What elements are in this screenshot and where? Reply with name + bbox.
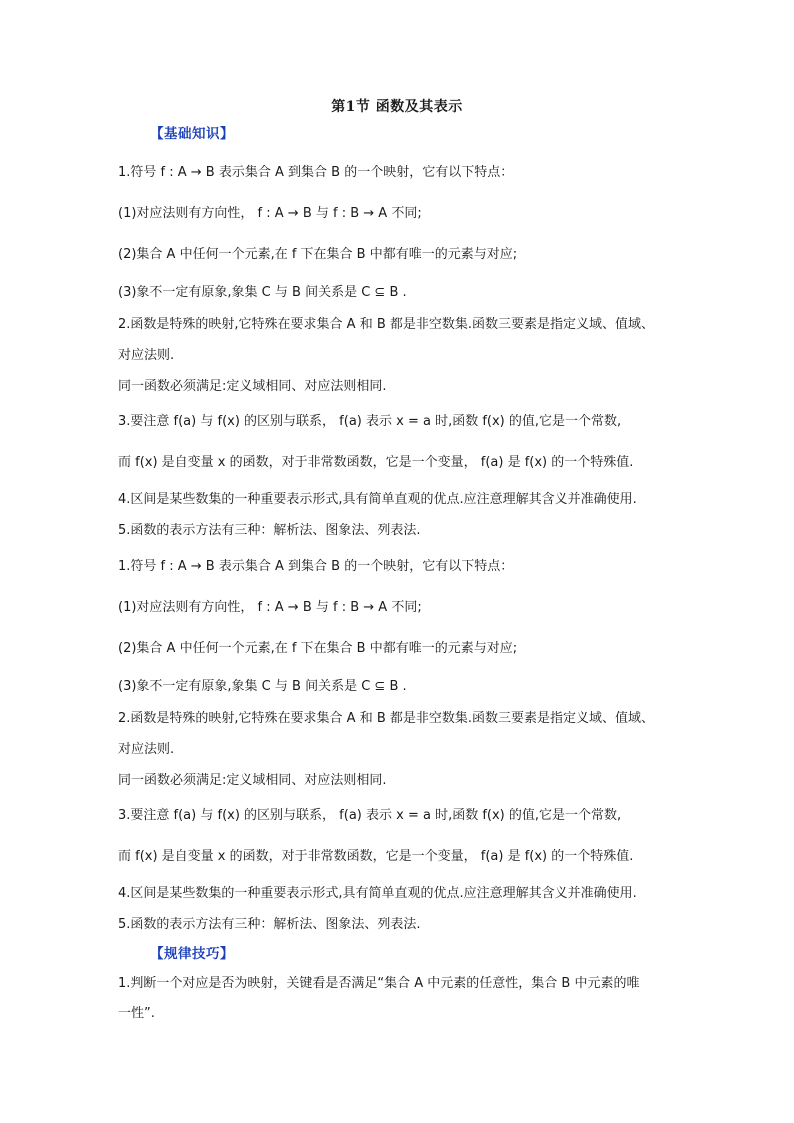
- text-line: 1.符号 f : A → B 表示集合 A 到集合 B 的一个映射，它有以下特点：: [118, 559, 514, 574]
- text-line: 3.要注意 f(a) 与 f(x) 的区别与联系， f(a) 表示 x = a 时,函数 f(x) 的值,它是一个常数,: [118, 414, 622, 429]
- page-title: 第1节 函数及其表示: [331, 99, 463, 115]
- text-line: 2.函数是特殊的映射,它特殊在要求集合 A 和 B 都是非空数集.函数三要素是指定义域、值域、: [118, 711, 655, 726]
- text-line: (3)象不一定有原象,象集 C 与 B 间关系是 C ⊆ B .: [118, 285, 407, 300]
- text-line: 5.函数的表示方法有三种：解析法、图象法、列表法.: [118, 523, 421, 538]
- text-line: 对应法则.: [118, 742, 175, 757]
- text-line: 1.符号 f : A → B 表示集合 A 到集合 B 的一个映射，它有以下特点：: [118, 165, 514, 180]
- text-line: 同一函数必须满足:定义域相同、对应法则相同.: [118, 773, 387, 788]
- text-line: (1)对应法则有方向性， f : A → B 与 f : B → A 不同;: [118, 206, 422, 221]
- text-line: 同一函数必须满足:定义域相同、对应法则相同.: [118, 379, 387, 394]
- text-line: 而 f(x) 是自变量 x 的函数，对于非常数函数，它是一个变量， f(a) 是 f(x) 的一个特殊值.: [118, 849, 634, 864]
- text-line: 对应法则.: [118, 348, 175, 363]
- text-line: (2)集合 A 中任何一个元素,在 f 下在集合 B 中都有唯一的元素与对应;: [118, 247, 518, 262]
- text-line: 2.函数是特殊的映射,它特殊在要求集合 A 和 B 都是非空数集.函数三要素是指定义域、值域、: [118, 317, 655, 332]
- text-line: 而 f(x) 是自变量 x 的函数，对于非常数函数，它是一个变量， f(a) 是 f(x) 的一个特殊值.: [118, 455, 634, 470]
- section-heading-basic: 【基础知识】: [150, 126, 234, 142]
- text-line: (2)集合 A 中任何一个元素,在 f 下在集合 B 中都有唯一的元素与对应;: [118, 641, 518, 656]
- text-line: 一性”.: [118, 1006, 155, 1021]
- section-heading-tips: 【规律技巧】: [150, 946, 234, 962]
- text-line: 1.判断一个对应是否为映射，关键看是否满足“集合 A 中元素的任意性，集合 B 中元素的唯: [118, 976, 640, 991]
- text-line: 5.函数的表示方法有三种：解析法、图象法、列表法.: [118, 917, 421, 932]
- text-line: 3.要注意 f(a) 与 f(x) 的区别与联系， f(a) 表示 x = a 时,函数 f(x) 的值,它是一个常数,: [118, 808, 622, 823]
- text-line: 4.区间是某些数集的一种重要表示形式,具有简单直观的优点.应注意理解其含义并准确使用.: [118, 886, 637, 901]
- text-line: 4.区间是某些数集的一种重要表示形式,具有简单直观的优点.应注意理解其含义并准确使用.: [118, 492, 637, 507]
- text-line: (3)象不一定有原象,象集 C 与 B 间关系是 C ⊆ B .: [118, 679, 407, 694]
- text-line: (1)对应法则有方向性， f : A → B 与 f : B → A 不同;: [118, 600, 422, 615]
